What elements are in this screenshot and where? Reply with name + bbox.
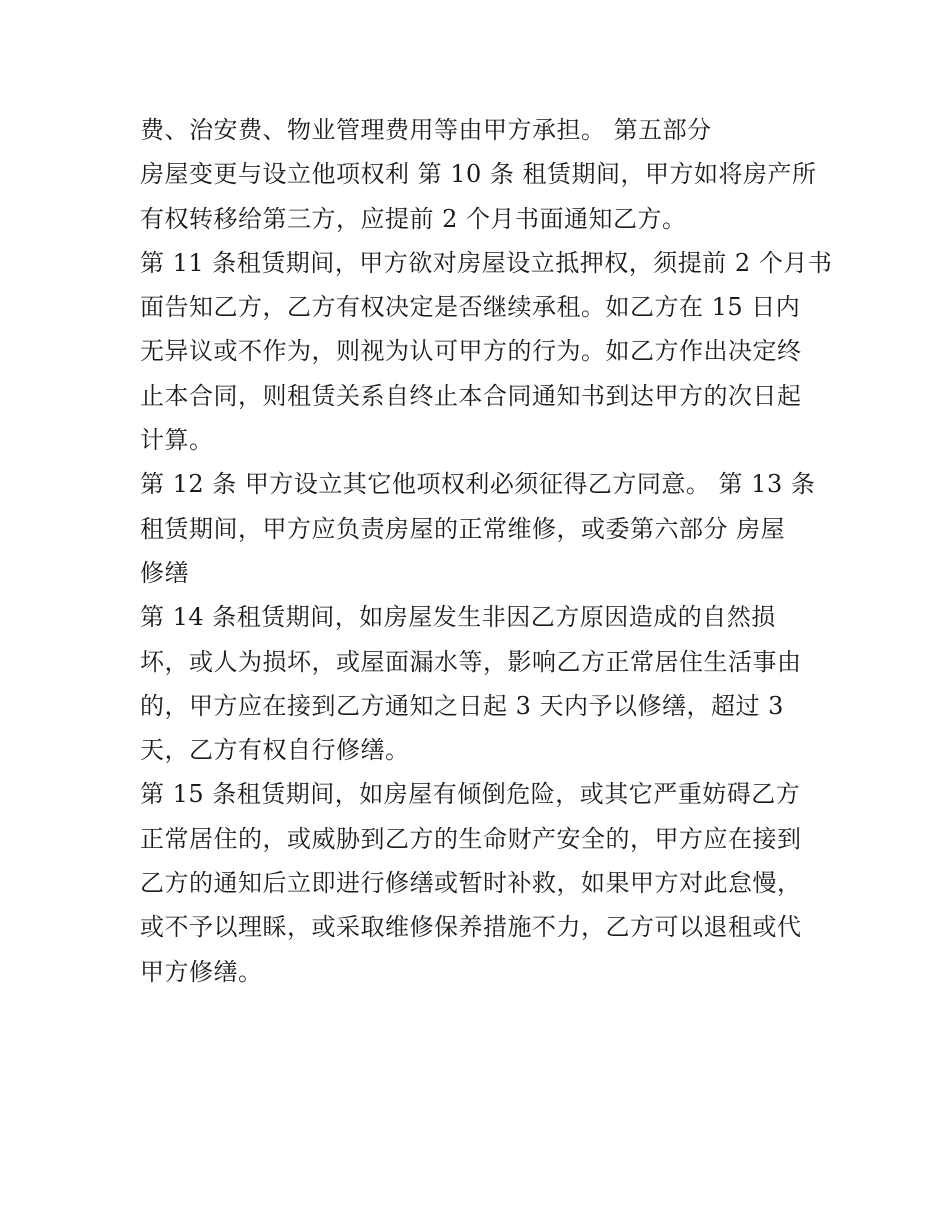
text-line: 坏，或人为损坏，或屋面漏水等，影响乙方正常居住生活事由	[140, 647, 802, 676]
text-line: 正常居住的，或威胁到乙方的生命财产安全的，甲方应在接到	[140, 824, 802, 853]
text-line: 第 11 条租赁期间，甲方欲对房屋设立抵押权，须提前 2 个月书	[140, 248, 833, 277]
text-line: 房屋变更与设立他项权利 第 10 条 租赁期间，甲方如将房产所	[140, 160, 817, 189]
text-line: 第 15 条租赁期间，如房屋有倾倒危险，或其它严重妨碍乙方	[140, 780, 801, 809]
document-body	[140, 108, 833, 994]
text-line: 无异议或不作为，则视为认可甲方的行为。如乙方作出决定终	[140, 337, 802, 366]
text-line: 甲方修缮。	[140, 957, 263, 986]
text-line: 有权转移给第三方，应提前 2 个月书面通知乙方。	[140, 204, 687, 233]
text-line: 费、治安费、物业管理费用等由甲方承担。 第五部分	[140, 116, 712, 144]
text-line: 天，乙方有权自行修缮。	[140, 736, 410, 765]
text-line: 修缮	[140, 558, 189, 587]
text-line: 止本合同，则租赁关系自终止本合同通知书到达甲方的次日起	[140, 381, 802, 410]
text-line: 租赁期间，甲方应负责房屋的正常维修，或委第六部分 房屋	[140, 514, 786, 543]
text-line: 第 14 条租赁期间，如房屋发生非因乙方原因造成的自然损	[140, 603, 776, 632]
text-line: 计算。	[140, 426, 214, 455]
text-line: 乙方的通知后立即进行修缮或暂时补救，如果甲方对此怠慢，	[140, 869, 802, 898]
text-line: 或不予以理睬，或采取维修保养措施不力，乙方可以退租或代	[140, 913, 802, 942]
text-line: 第 12 条 甲方设立其它他项权利必须征得乙方同意。 第 13 条	[140, 470, 816, 499]
text-line: 面告知乙方，乙方有权决定是否继续承租。如乙方在 15 日内	[140, 293, 801, 322]
text-line: 的，甲方应在接到乙方通知之日起 3 天内予以修缮，超过 3	[140, 691, 784, 720]
